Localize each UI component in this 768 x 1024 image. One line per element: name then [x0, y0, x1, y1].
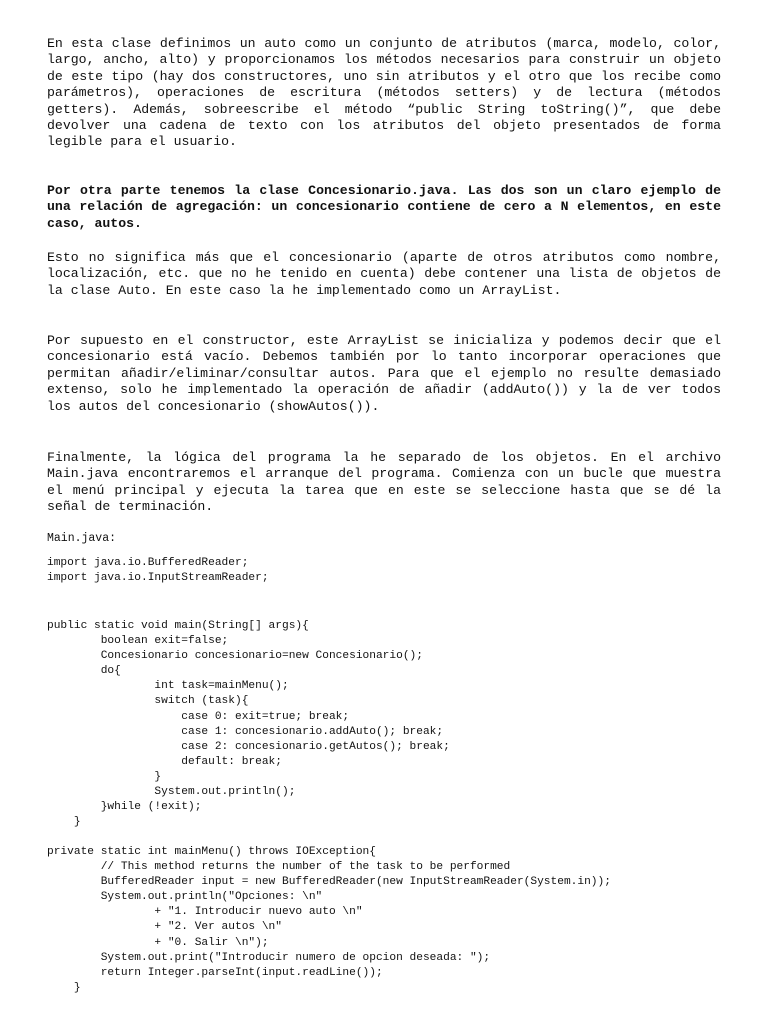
paragraph-auto-class: En esta clase definimos un auto como un conjunto de atributos (marca, modelo, color, largo, ancho, alto) y proporcionamos los métodos necesarios para construir un objeto de este tipo (hay dos constructores, uno sin atributos y el otro que los recibe como parámetros), operaciones de escritura (métodos setters) y de lectura (métodos getters). Además, sobreescribe el método “public String toString()”, que debe devolver una cadena de texto con los atributos del objeto presentados de forma legible para el usuario. [47, 36, 721, 150]
paragraph-constructor: Por supuesto en el constructor, este ArrayList se inicializa y podemos decir que el concesionario está vacío. Debemos también por lo tanto incorporar operaciones que permitan añadir/eliminar/consultar autos. Para que el ejemplo no resulte demasiado extenso, solo he implementado la operación de añadir (addAuto()) y la de ver todos los autos del concesionario (showAutos()). [47, 333, 721, 414]
paragraph-main-logic: Finalmente, la lógica del programa la he separado de los objetos. En el archivo Main.java encontraremos el arranque del programa. Comienza con un bucle que muestra el menú principal y ejecuta la tarea que en este se seleccione hasta que se dé la señal de terminación. [47, 450, 721, 515]
code-imports: import java.io.BufferedReader; import java.io.InputStreamReader; [47, 557, 269, 585]
paragraph-arraylist: Esto no significa más que el concesionario (aparte de otros atributos como nombre, localización, etc. que no he tenido en cuenta) debe contener una lista de objetos de la clase Auto. En este caso la he implementado como un ArrayList. [47, 250, 721, 298]
paragraph-concesionario-class: Por otra parte tenemos la clase Concesionario.java. Las dos son un claro ejemplo de una relación de agregación: un concesionario contiene de cero a N elementos, en este caso, autos. [47, 183, 721, 231]
code-file-label: Main.java: [47, 532, 117, 545]
code-main-menu-method: private static int mainMenu() throws IOException{ // This method returns the number of the task to be performed BufferedReader input = new BufferedReader(new InputStreamReader(System.in)); System.out.println("Opciones: \n" + "1. Introducir nuevo auto \n" + "2. Ver autos \n" + "0. Salir \n"); System.out.print("Introducir numero de opcion deseada: "); return Integer.parseInt(input.readLine()); } [47, 846, 611, 994]
code-main-method: public static void main(String[] args){ boolean exit=false; Concesionario concesionario=new Concesionario(); do{ int task=mainMenu(); switch (task){ case 0: exit=true; break; case 1: concesionario.addAuto(); break; case 2: concesionario.getAutos(); break; default: break; } System.out.println(); }while (!exit); } [47, 620, 450, 829]
